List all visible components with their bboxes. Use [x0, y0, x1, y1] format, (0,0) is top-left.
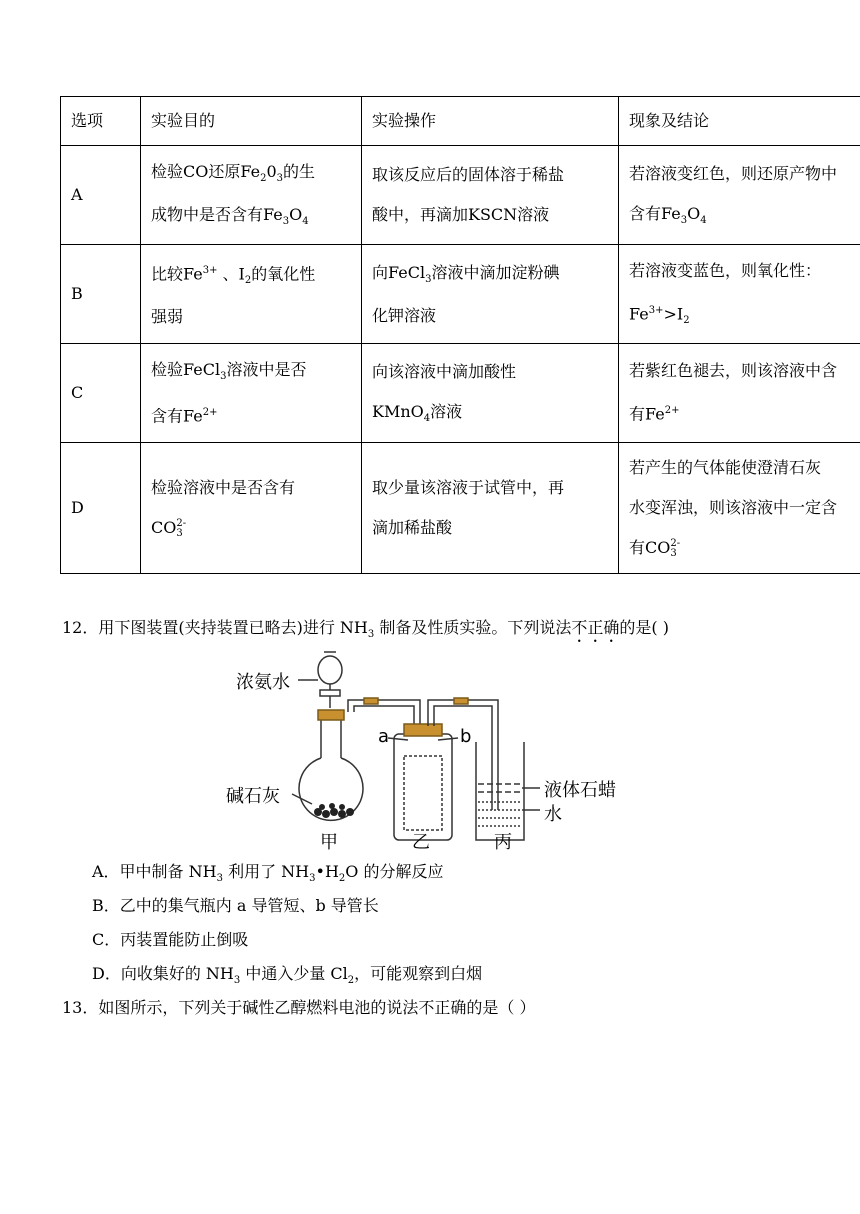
- result-cell: 若产生的气体能使澄清石灰 水变浑浊，则该溶液中一定含 有CO 2- 3: [619, 443, 860, 574]
- label-water: 水: [544, 804, 562, 825]
- operation-cell: 取少量该溶液于试管中，再 滴加稀盐酸: [362, 443, 619, 574]
- separatory-funnel: [318, 656, 342, 684]
- option-d: D．向收集好的 $NH_3$ 中通入少量 $Cl_2$，可能观察到白烟: [92, 964, 483, 986]
- label-a: a: [378, 726, 390, 747]
- question-12-stem: 12．用下图装置(夹持装置已略去)进行 $NH_3$ 制备及性质实验。下列说法不正确的是( ): [62, 618, 669, 640]
- result-cell: 若溶液变红色，则还原产物中 含有$Fe_3O_4$: [619, 146, 860, 245]
- option-b: B．乙中的集气瓶内 a 导管短、b 导管长: [92, 896, 379, 915]
- table-row: [61, 344, 860, 443]
- option-cell: D: [61, 443, 141, 574]
- result-cell: 若紫红色褪去，则该溶液中含 有$Fe^{2+}$: [619, 344, 860, 443]
- apparatus-figure: [222, 644, 642, 854]
- result-cell: 若溶液变蓝色，则氧化性： $Fe^{3+}>I_2$: [619, 245, 860, 344]
- operation-cell: 取该反应后的固体溶于稀盐 酸中，再滴加KSCN溶液: [362, 146, 619, 245]
- operation-cell: 向FeCl$_3$溶液中滴加淀粉碘 化钾溶液: [362, 245, 619, 344]
- header-purpose: 实验目的: [141, 97, 362, 146]
- purpose-cell: 比较$Fe^{3+}$ 、$I_2$的氧化性 强弱: [141, 245, 362, 344]
- purpose-cell: 检验FeCl$_3$溶液中是否 含有$Fe^{2+}$: [141, 344, 362, 443]
- operation-cell: 向该溶液中滴加酸性 KMnO$_4$溶液: [362, 344, 619, 443]
- header-result: 现象及结论: [619, 97, 860, 146]
- table-header-row: [61, 97, 860, 146]
- option-cell: C: [61, 344, 141, 443]
- header-operation: 实验操作: [362, 97, 619, 146]
- label-b: b: [460, 726, 472, 747]
- question-13-stem: 13．如图所示，下列关于碱性乙醇燃料电池的说法不正确的是（ ）: [62, 998, 536, 1017]
- experiment-table: [60, 96, 860, 574]
- option-cell: B: [61, 245, 141, 344]
- label-paraffin: 液体石蜡: [544, 780, 616, 801]
- table-row: [61, 245, 860, 344]
- header-option: 选项: [61, 97, 141, 146]
- purpose-cell: 检验溶液中是否含有 CO 2- 3: [141, 443, 362, 574]
- purpose-cell: 检验CO还原$Fe_20_3$的生 成物中是否含有$Fe_3O_4$: [141, 146, 362, 245]
- label-soda-lime: 碱石灰: [226, 786, 280, 807]
- label-bing: 丙: [494, 832, 512, 853]
- option-cell: A: [61, 146, 141, 245]
- label-ammonia: 浓氨水: [236, 672, 290, 693]
- table-row: [61, 443, 860, 574]
- option-a: A．甲中制备 $NH_3$ 利用了 $NH_3•H_2O$ 的分解反应: [92, 862, 444, 884]
- gas-bottle: [394, 734, 452, 840]
- option-c: C．丙装置能防止倒吸: [92, 930, 249, 949]
- label-yi: 乙: [412, 832, 430, 853]
- label-jia: 甲: [320, 832, 338, 853]
- table-row: [61, 146, 860, 245]
